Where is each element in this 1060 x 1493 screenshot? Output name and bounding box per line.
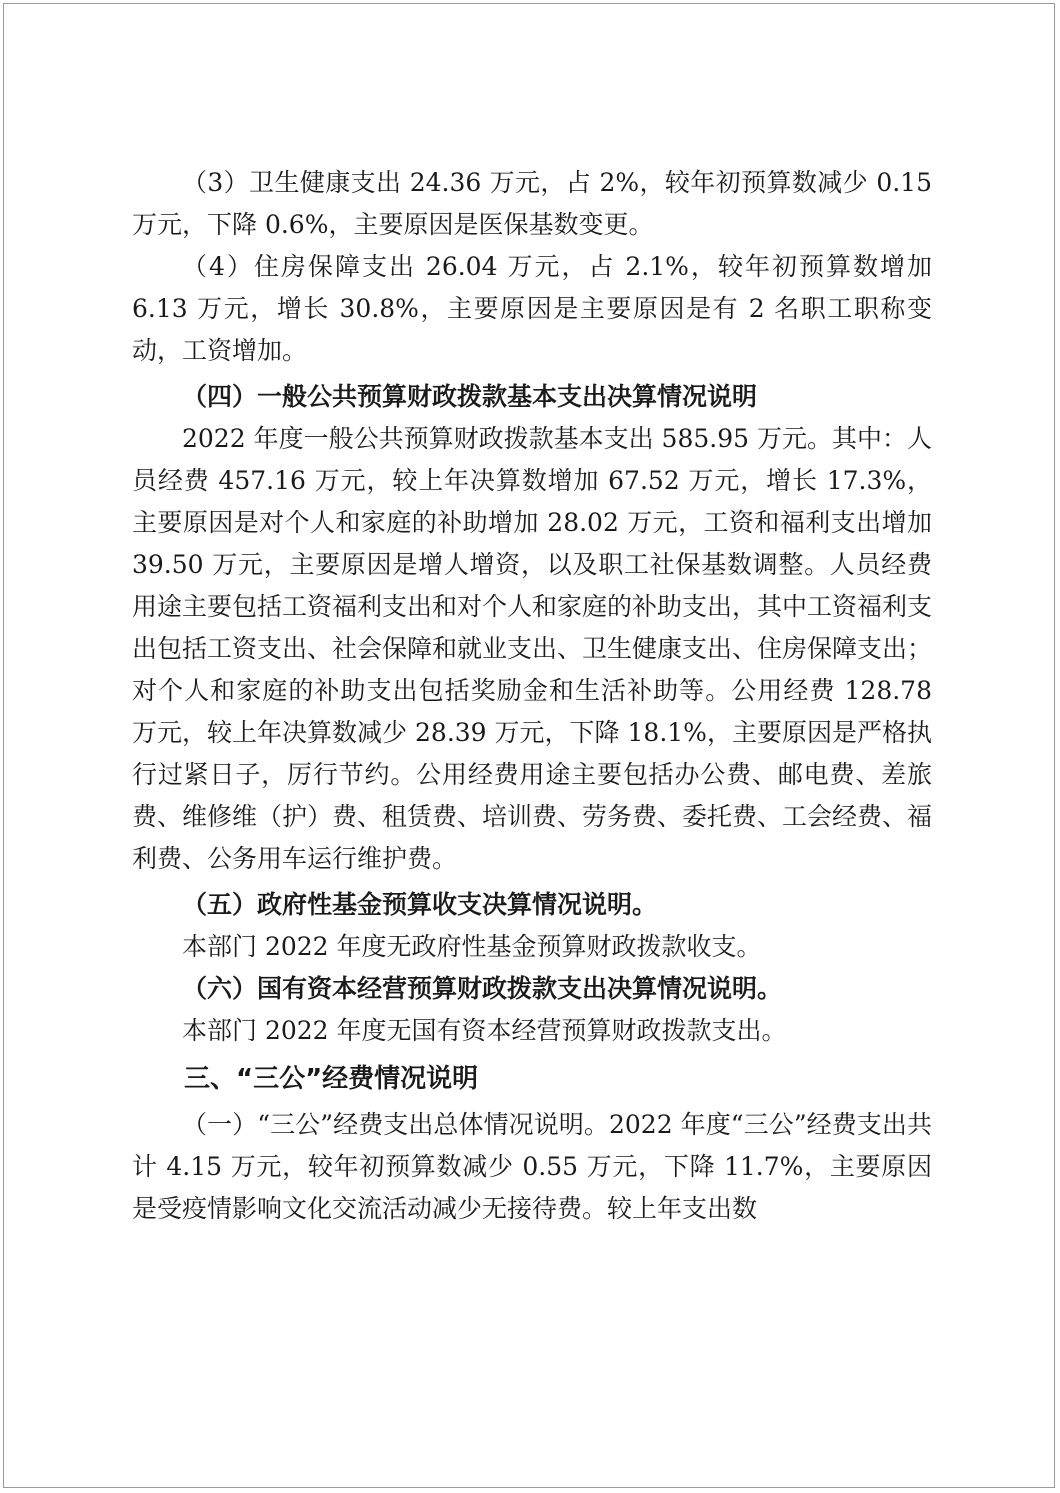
paragraph-three-public-overview: （一）“三公”经费支出总体情况说明。2022 年度“三公”经费支出共计 4.15 万元，较年初预算数减少 0.55 万元，下降 11.7%，主要原因是受疫情影响文化交流活动减少无接待费。较上年支出数 xyxy=(132,1110,932,1223)
section-title-three-public: 三、“三公”经费情况说明 xyxy=(184,1064,479,1094)
paragraph-state-capital: 本部门 2022 年度无国有资本经营预算财政拨款支出。 xyxy=(182,1016,787,1045)
paragraph-basic-expenditure: 2022 年度一般公共预算财政拨款基本支出 585.95 万元。其中：人员经费 457.16 万元，较上年决算数增加 67.52 万元，增长 17.3%，主要原因是对个人和家庭的补助增加 28.02 万元，工资和福利支出增加 39.50 万元，主要原因是增人增资，以及职工社保基数调整。人员经费用途主要包括工资福利支出和对个人和家庭的补助支出，其中工资福利支出包括工资支出、社会保障和就业支出、卫生健康支出、住房保障支出；对个人和家庭的补助支出包括奖励金和生活补助等。公用经费 128.78 万元，较上年决算数减少 28.39 万元，下降 18.1%，主要原因是严格执行过紧日子，厉行节约。公用经费用途主要包括办公费、邮电费、差旅费、维修维（护）费、租赁费、培训费、劳务费、委托费、工会经费、福利费、公务用车运行维护费。 xyxy=(132,424,933,873)
heading-government-fund: （五）政府性基金预算收支决算情况说明。 xyxy=(182,890,658,919)
heading-state-capital: （六）国有资本经营预算财政拨款支出决算情况说明。 xyxy=(182,974,783,1003)
document-page xyxy=(3,3,1055,1488)
document-body xyxy=(132,162,932,1230)
paragraph-government-fund: 本部门 2022 年度无政府性基金预算财政拨款收支。 xyxy=(182,932,762,961)
paragraph-housing-expenditure: （4）住房保障支出 26.04 万元，占 2.1%，较年初预算数增加 6.13 万元，增长 30.8%，主要原因是主要原因是有 2 名职工职称变动，工资增加。 xyxy=(132,252,932,365)
heading-basic-expenditure: （四）一般公共预算财政拨款基本支出决算情况说明 xyxy=(182,382,758,411)
paragraph-health-expenditure: （3）卫生健康支出 24.36 万元，占 2%，较年初预算数减少 0.15 万元，下降 0.6%，主要原因是医保基数变更。 xyxy=(132,168,932,239)
